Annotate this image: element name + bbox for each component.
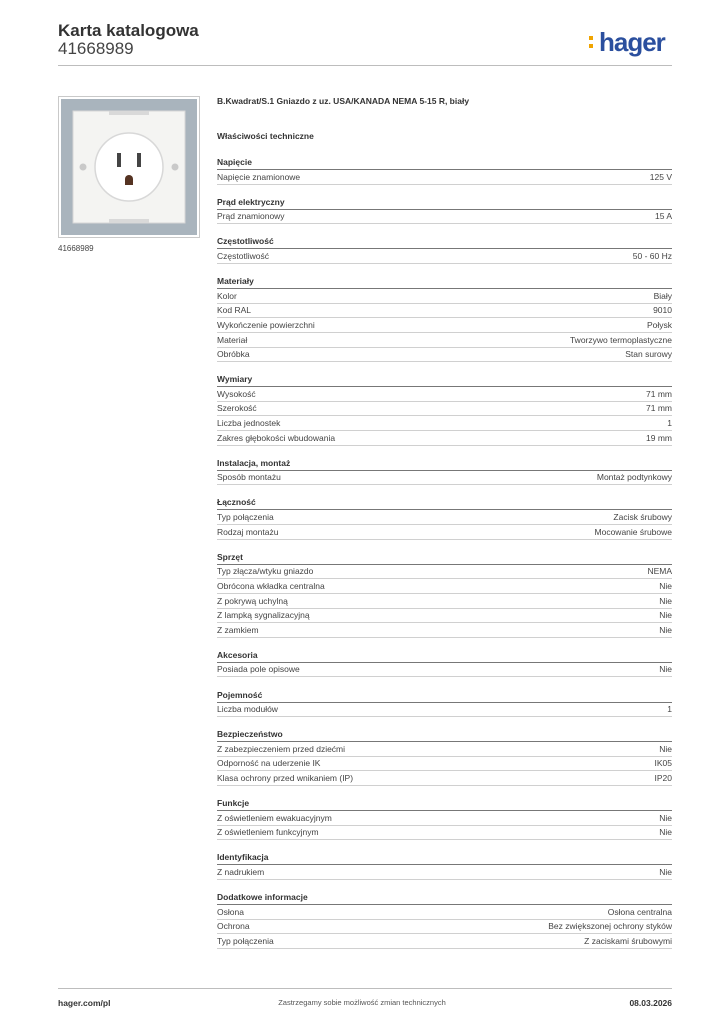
footer-disclaimer: Zastrzegamy sobie możliwość zmian technicznych (278, 998, 446, 1007)
property-label: Typ złącza/wtyku gniazdo (217, 566, 314, 577)
section-heading: Dodatkowe informacje (217, 890, 672, 904)
property-row (217, 623, 672, 638)
document-number: 41668989 (58, 39, 134, 58)
property-value: Nie (659, 743, 672, 754)
section-heading: Sprzęt (217, 550, 672, 564)
property-value: Nie (659, 812, 672, 823)
property-value: Nie (659, 664, 672, 675)
section-heading: Instalacja, montaż (217, 456, 672, 470)
property-value: Tworzywo termoplastyczne (569, 334, 672, 345)
property-row (217, 170, 672, 185)
logo-text: hager (599, 27, 665, 57)
property-label: Wysokość (217, 388, 256, 399)
property-value: Nie (659, 624, 672, 635)
property-value: IP20 (654, 773, 672, 783)
section-heading: Materiały (217, 274, 672, 288)
property-value: Stan surowy (625, 349, 672, 360)
property-row (217, 608, 672, 623)
property-value: 71 mm (646, 388, 672, 399)
property-value: Bez zwiększonej ochrony styków (548, 921, 672, 932)
property-row (217, 416, 672, 431)
property-row (217, 919, 672, 934)
property-row (217, 333, 672, 348)
footer-website[interactable]: hager.com/pl (58, 998, 111, 1008)
document-title: Karta katalogowa (58, 21, 199, 40)
property-label: Odporność na uderzenie IK (217, 758, 321, 769)
property-value: Mocowanie śrubowe (594, 526, 672, 537)
property-label: Z pokrywą uchylną (217, 595, 288, 606)
property-value: 9010 (653, 305, 672, 316)
property-label: Posiada pole opisowe (217, 664, 300, 675)
property-row (217, 401, 672, 416)
image-caption: 41668989 (58, 244, 94, 253)
property-value: 19 mm (646, 432, 672, 443)
property-value: Biały (653, 290, 672, 301)
property-row (217, 934, 672, 949)
property-value: Nie (659, 867, 672, 877)
property-value: 15 A (654, 211, 672, 222)
property-label: Z oświetleniem ewakuacyjnym (217, 812, 332, 823)
property-label: Zakres głębokości wbudowania (217, 432, 336, 443)
property-value: Nie (659, 595, 672, 606)
section-heading: Funkcje (217, 796, 672, 810)
property-label: Osłona (217, 906, 244, 917)
property-value: IK05 (654, 758, 672, 769)
section-heading: Wymiary (217, 372, 672, 386)
product-title: B.Kwadrat/S.1 Gniazdo z uz. USA/KANADA NEMA 5-15 R, biały (217, 96, 470, 106)
section-heading: Częstotliwość (217, 234, 672, 248)
section-heading: Napięcie (217, 155, 672, 169)
property-row (217, 318, 672, 333)
property-value: Nie (659, 610, 672, 621)
header-divider (58, 65, 672, 66)
property-row (217, 702, 672, 717)
property-value: 50 - 60 Hz (632, 251, 672, 261)
property-value: 1 (667, 704, 672, 715)
property-row (217, 579, 672, 594)
property-value: Osłona centralna (607, 906, 672, 917)
property-row (217, 289, 672, 304)
property-row (217, 470, 672, 485)
property-label: Wykończenie powierzchni (217, 319, 315, 330)
section-heading: Bezpieczeństwo (217, 727, 672, 741)
property-label: Liczba jednostek (217, 418, 281, 428)
property-row (217, 249, 672, 264)
property-value: Montaż podtynkowy (596, 472, 672, 483)
footer-divider (58, 988, 672, 989)
property-label: Z zamkiem (217, 624, 259, 635)
property-value: 1 (667, 418, 672, 428)
section-heading: Łączność (217, 495, 672, 509)
property-value: Połysk (646, 319, 672, 330)
property-label: Typ połączenia (217, 935, 274, 946)
property-label: Kolor (217, 290, 237, 301)
property-label: Prąd znamionowy (217, 211, 285, 222)
property-row (217, 662, 672, 677)
property-row (217, 347, 672, 362)
property-value: Z zaciskami śrubowymi (584, 935, 672, 946)
properties-title: Właściwości techniczne (217, 131, 314, 141)
logo-dot-icon (589, 36, 593, 40)
property-label: Z oświetleniem funkcyjnym (217, 827, 319, 838)
property-label: Częstotliwość (217, 251, 269, 261)
property-row (217, 811, 672, 826)
property-row (217, 209, 672, 224)
property-label: Z lampką sygnalizacyjną (217, 610, 310, 621)
property-value: 71 mm (646, 403, 672, 414)
property-label: Z zabezpieczeniem przed dziećmi (217, 743, 346, 754)
property-row (217, 431, 672, 446)
property-label: Sposób montażu (217, 472, 281, 483)
property-row (217, 303, 672, 318)
property-label: Szerokość (217, 403, 257, 414)
property-row (217, 905, 672, 920)
logo-dot-icon (589, 44, 593, 48)
property-label: Obróbka (217, 349, 250, 360)
property-label: Typ połączenia (217, 512, 274, 522)
property-value: Nie (659, 580, 672, 591)
property-label: Obrócona wkładka centralna (217, 580, 325, 591)
property-row (217, 510, 672, 525)
property-value: 125 V (649, 171, 672, 182)
property-value: Zacisk śrubowy (613, 512, 672, 522)
property-row (217, 825, 672, 840)
property-label: Ochrona (217, 921, 250, 932)
property-row (217, 771, 672, 786)
property-label: Liczba modułów (217, 704, 278, 715)
property-row (217, 564, 672, 579)
property-row (217, 525, 672, 540)
property-row (217, 387, 672, 402)
property-label: Z nadrukiem (217, 867, 265, 877)
section-heading: Prąd elektryczny (217, 195, 672, 209)
section-heading: Akcesoria (217, 648, 672, 662)
property-label: Materiał (217, 334, 248, 345)
section-heading: Pojemność (217, 688, 672, 702)
property-row (217, 594, 672, 609)
product-image (58, 96, 200, 238)
property-value: Nie (659, 827, 672, 838)
property-value: NEMA (647, 566, 672, 577)
property-label: Kod RAL (217, 305, 252, 316)
property-row (217, 756, 672, 771)
section-heading: Identyfikacja (217, 850, 672, 864)
footer-date: 08.03.2026 (629, 998, 672, 1008)
property-label: Napięcie znamionowe (217, 171, 301, 182)
property-row (217, 742, 672, 757)
property-row (217, 865, 672, 880)
property-label: Klasa ochrony przed wnikaniem (IP) (217, 773, 354, 783)
property-label: Rodzaj montażu (217, 526, 279, 537)
